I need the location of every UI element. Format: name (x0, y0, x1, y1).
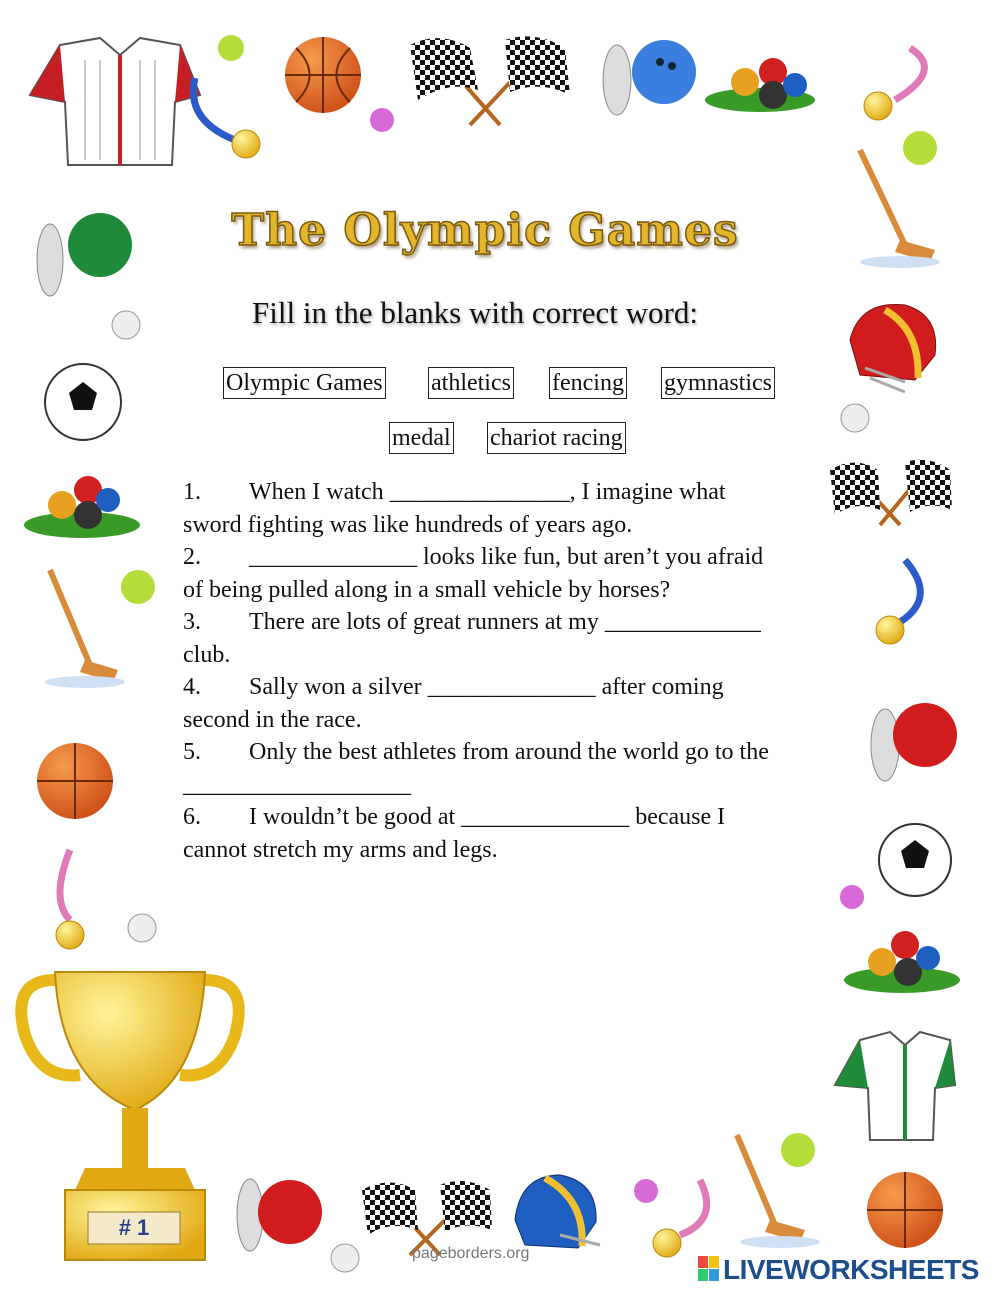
question-text[interactable]: ______________ looks like fun, but aren’t you afraid (249, 544, 764, 570)
basketball-icon (285, 37, 361, 113)
question-number: 3. (183, 609, 201, 635)
question-number: 2. (183, 544, 201, 570)
question-text[interactable]: When I watch _______________, I imagine what (249, 479, 726, 505)
tennis-ball-icon (218, 35, 244, 61)
question-number: 1. (183, 479, 201, 505)
question-item (183, 606, 823, 671)
medal-icon (56, 850, 84, 949)
word-chip-olympic-games[interactable]: Olympic Games (223, 367, 386, 399)
border-credit: pageborders.org (412, 1245, 530, 1262)
basketball-icon (867, 1172, 943, 1248)
liveworksheets-logo[interactable] (698, 1254, 979, 1286)
word-chip-chariot-racing[interactable]: chariot racing (487, 422, 626, 454)
bowling-icon (603, 40, 696, 115)
question-item (183, 736, 823, 801)
question-text[interactable]: There are lots of great runners at my _____________ (249, 609, 761, 635)
word-chip-athletics[interactable]: athletics (428, 367, 514, 399)
question-item (183, 801, 823, 866)
logo-badge (698, 1256, 720, 1282)
checkered-flags-icon (830, 460, 952, 525)
tennis-ball-icon (781, 1133, 815, 1167)
question-list (183, 476, 823, 866)
basketball-icon (37, 743, 113, 819)
instruction-text: Fill in the blanks with correct word: (252, 295, 698, 330)
jersey-icon (835, 1032, 955, 1140)
soccer-ball-icon (45, 364, 121, 440)
baseball-icon (331, 1244, 359, 1272)
billiard-balls-icon (24, 476, 140, 538)
question-number: 4. (183, 674, 201, 700)
tennis-ball-icon (903, 131, 937, 165)
logo-text: LIVEWORKSHEETS (723, 1254, 979, 1285)
medal-icon (193, 78, 260, 158)
question-text-continued: club. (183, 641, 231, 668)
question-item (183, 671, 823, 736)
question-text-continued: of being pulled along in a small vehicle by horses? (183, 576, 671, 603)
question-item (183, 541, 823, 606)
question-text: Only the best athletes from around the world go to the (249, 739, 769, 765)
word-chip-gymnastics[interactable]: gymnastics (661, 367, 775, 399)
jersey-icon (30, 38, 200, 165)
question-text[interactable]: Sally won a silver ______________ after coming (249, 674, 724, 700)
question-text[interactable]: I wouldn’t be good at ______________ because I (249, 804, 726, 830)
bowling-icon (871, 703, 957, 781)
checkered-flags-icon (362, 1181, 492, 1255)
billiard-balls-icon (844, 931, 960, 993)
checkered-flags-icon (410, 36, 570, 125)
soccer-ball-icon (879, 824, 951, 896)
hockey-stick-icon (860, 150, 940, 268)
question-blank[interactable]: ___________________ (183, 771, 411, 798)
question-number: 5. (183, 739, 201, 765)
medal-icon (876, 560, 920, 644)
question-number: 6. (183, 804, 201, 830)
word-chip-medal[interactable]: medal (389, 422, 454, 454)
tennis-ball-icon (121, 570, 155, 604)
question-text-continued: cannot stretch my arms and legs. (183, 836, 498, 863)
billiard-balls-icon (705, 58, 815, 112)
baseball-icon (128, 914, 156, 942)
medal-icon (864, 48, 924, 120)
bowling-icon (37, 213, 132, 296)
baseball-icon (112, 311, 140, 339)
trophy-label: # 1 (118, 1215, 150, 1240)
hockey-stick-icon (45, 570, 125, 688)
question-text-continued: sword fighting was like hundreds of years ago. (183, 511, 633, 538)
question-item (183, 476, 823, 541)
football-helmet-icon (515, 1175, 600, 1248)
medal-icon (653, 1180, 707, 1257)
baseball-icon (841, 404, 869, 432)
worksheet-title: The Olympic Games (231, 205, 739, 256)
football-helmet-icon (850, 304, 936, 392)
word-chip-fencing[interactable]: fencing (549, 367, 627, 399)
question-text-continued: second in the race. (183, 706, 362, 733)
bowling-icon (237, 1179, 322, 1251)
